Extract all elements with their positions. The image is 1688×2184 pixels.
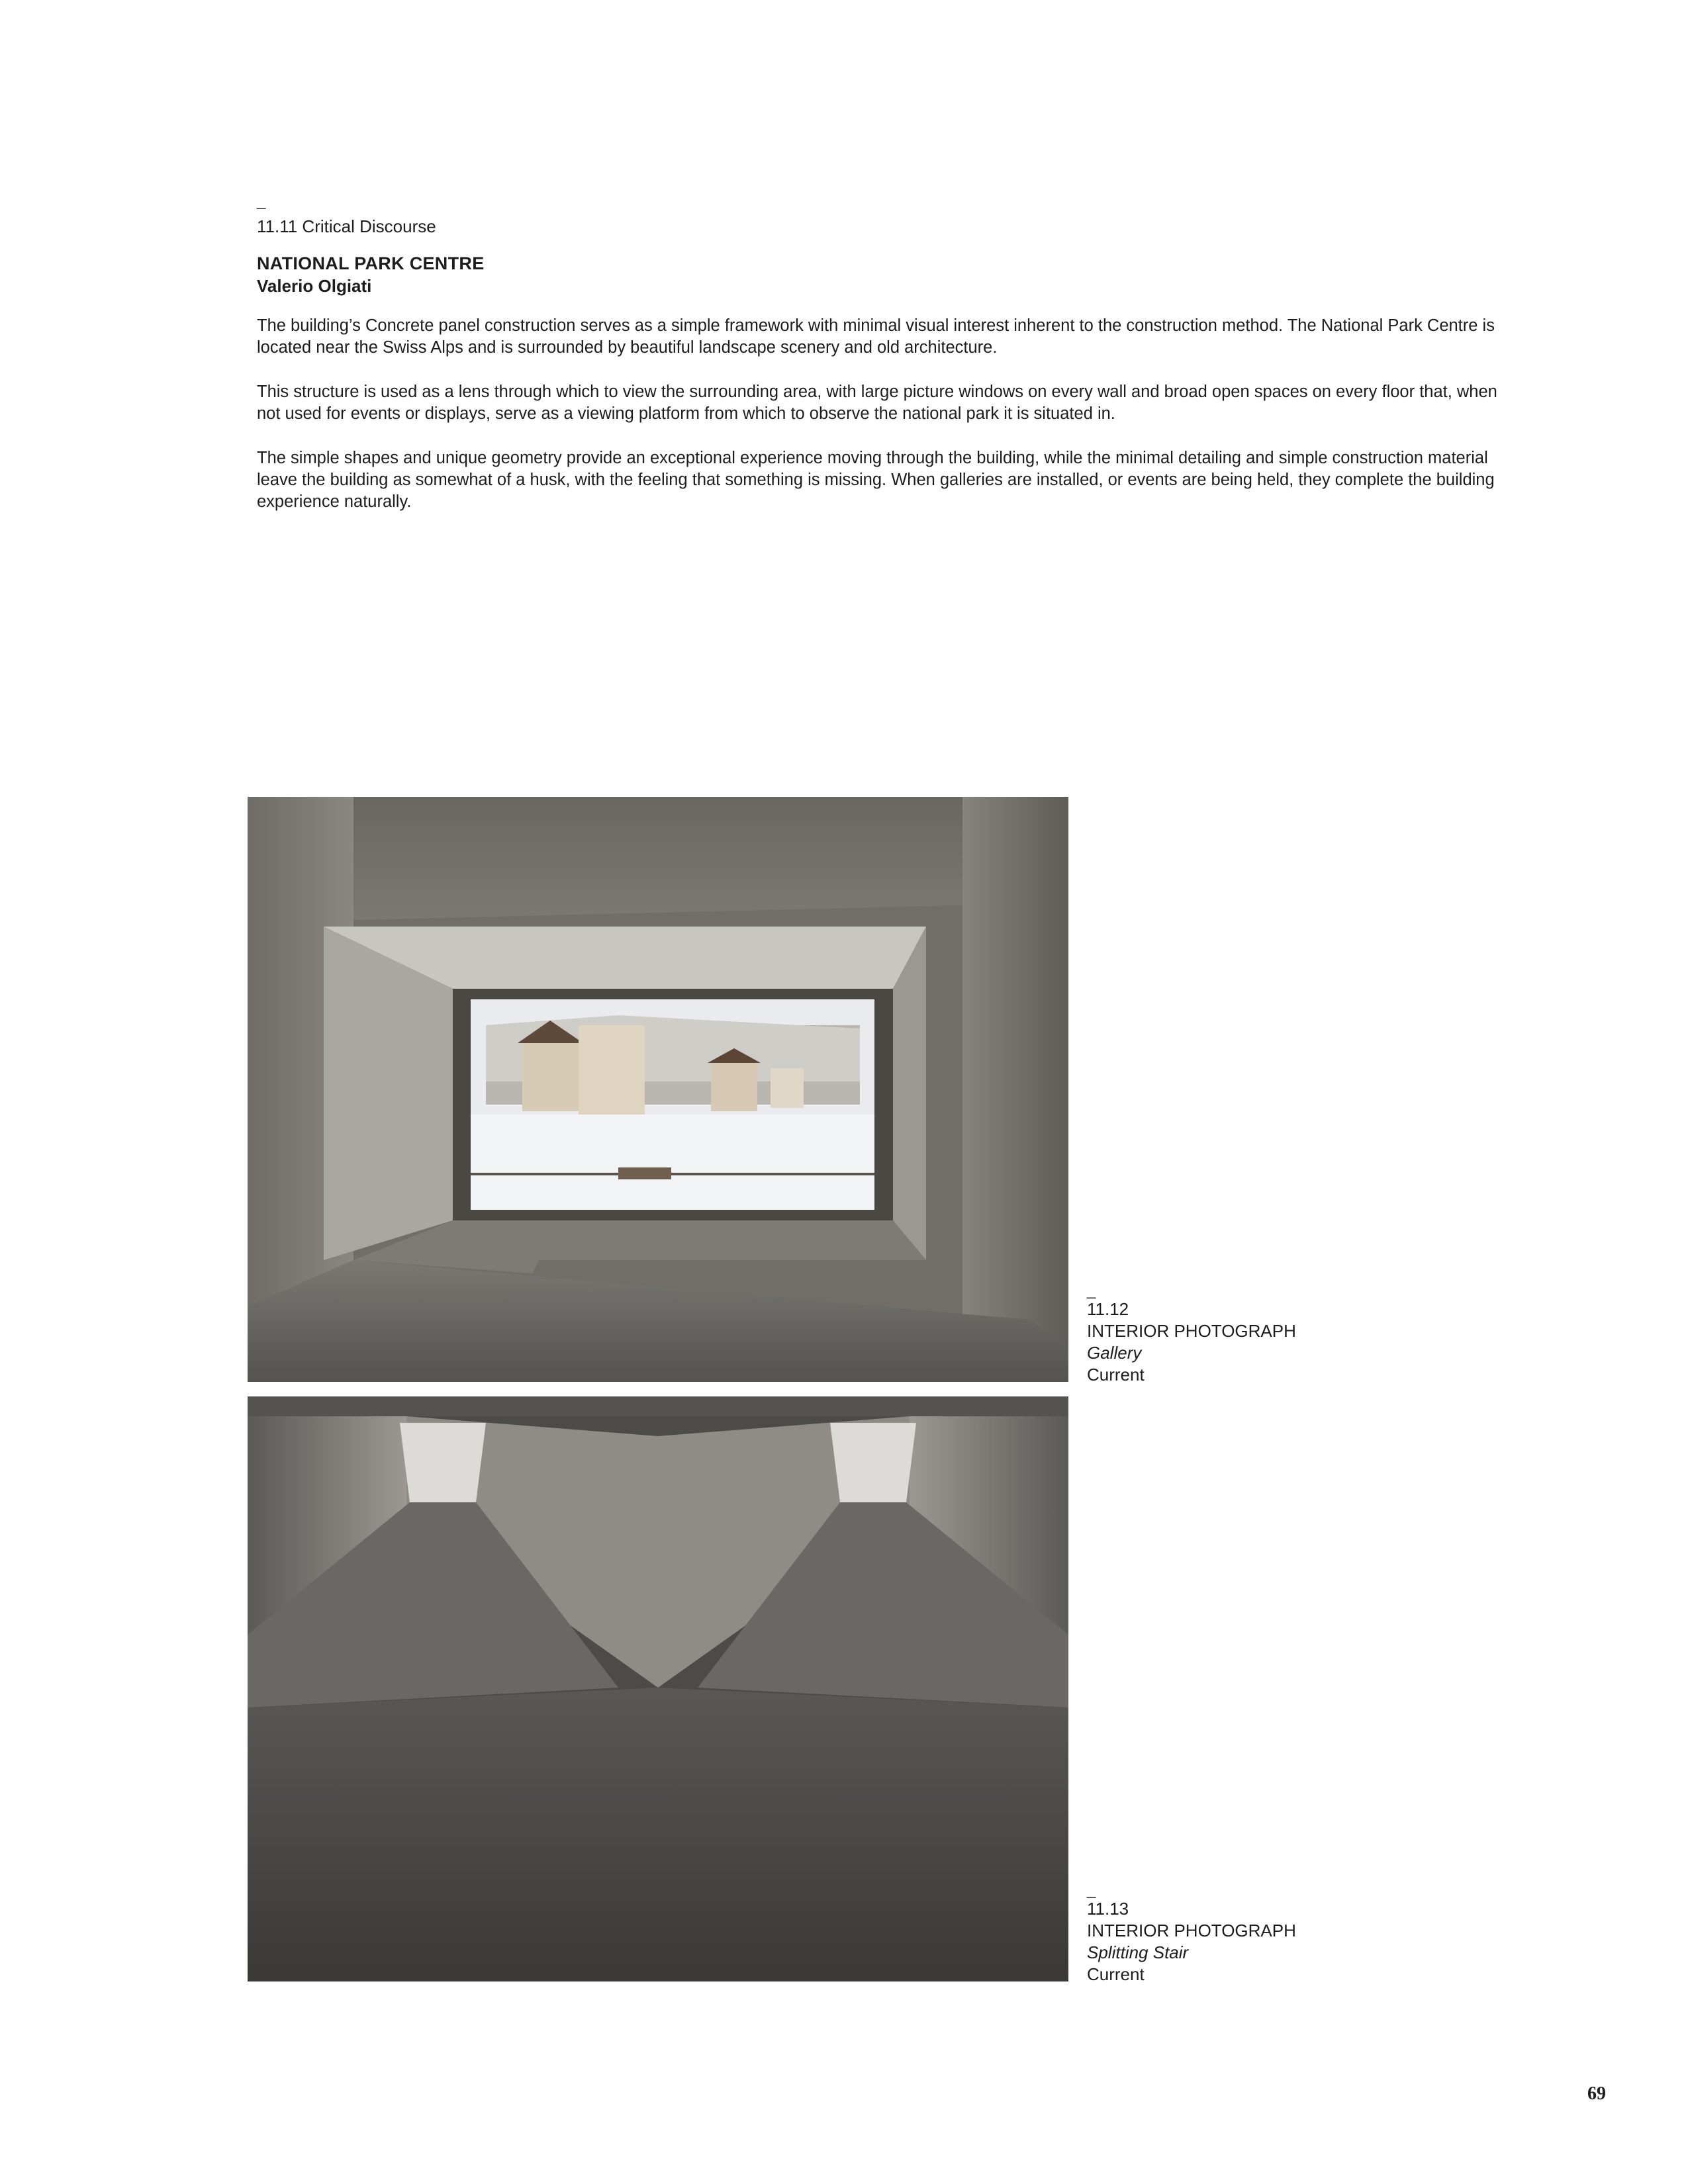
article-title: NATIONAL PARK CENTRE [257,253,485,273]
body-paragraph-3: The simple shapes and unique geometry provide an exceptional experience moving through the building, while the minimal detailing and simple construction material leave the building as somewhat of a husk, with the feeling that something is missing. When galleries are installed, or events are being held, they complete the building experience naturally. [257,449,1495,511]
figure-marker: _ [1087,1281,1096,1299]
figure-caption [1087,1882,1296,1985]
gallery-photograph [248,797,1068,1382]
figure-type: INTERIOR PHOTOGRAPH [1087,1321,1296,1341]
article-author: Valerio Olgiati [257,276,372,296]
section-label: 11.11 Critical Discourse [257,216,436,236]
body-paragraph-2: This structure is used as a lens through which to view the surrounding area, with large picture windows on every wall and broad open spaces on every floor that, when not used for events or displays, serve as a viewing platform from which to observe the national park it is situated in. [257,383,1497,423]
figure-subject: Splitting Stair [1087,1942,1189,1962]
figure-type: INTERIOR PHOTOGRAPH [1087,1921,1296,1940]
figure-number: 11.13 [1087,1899,1129,1919]
figure-status: Current [1087,1964,1145,1984]
figure-marker: _ [1087,1881,1096,1899]
body-paragraph-1: The building’s Concrete panel construction serves as a simple framework with minimal visual interest inherent to the construction method. The National Park Centre is located near the Swiss Alps and is surrounded by beautiful landscape scenery and old architecture. [257,316,1495,357]
figure-number: 11.12 [1087,1299,1129,1319]
figure-status: Current [1087,1365,1145,1385]
figure-subject: Gallery [1087,1343,1142,1363]
section-marker: _ [257,192,266,210]
splitting-stair-photograph [248,1396,1068,1981]
page-number: 69 [1587,2083,1606,2104]
figure-caption [1087,1283,1296,1386]
